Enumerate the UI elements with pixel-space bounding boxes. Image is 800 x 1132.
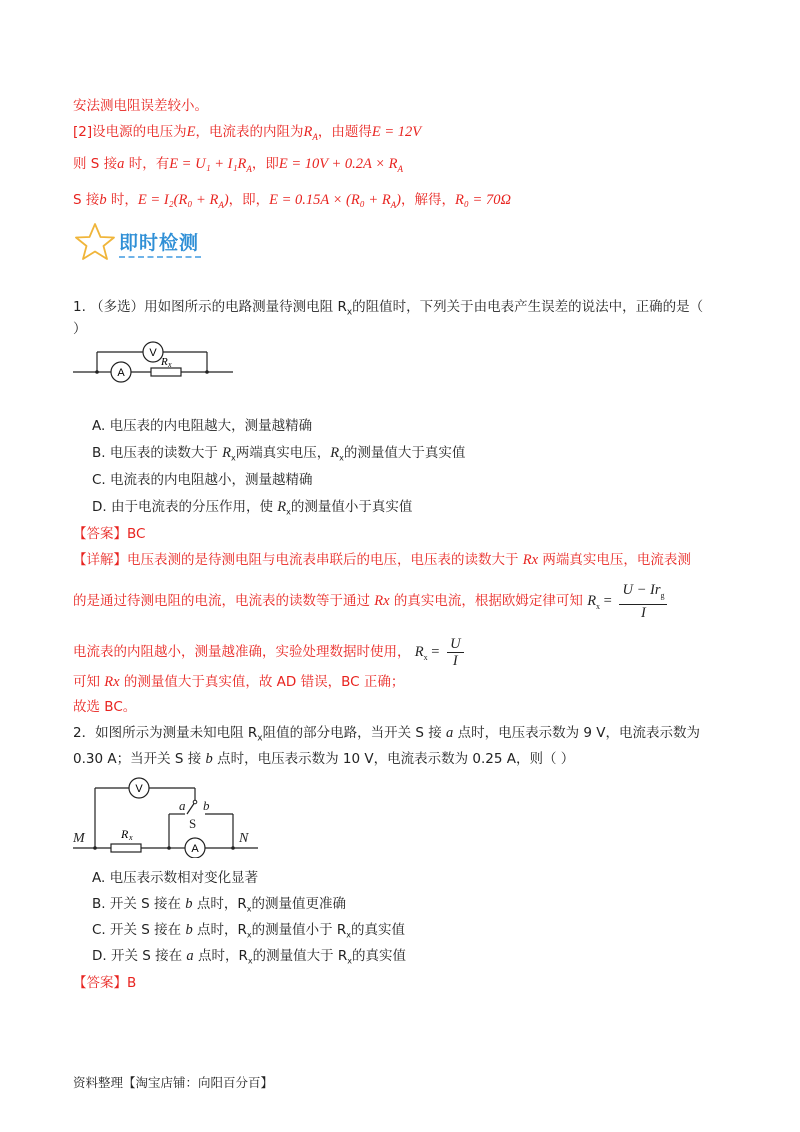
q2-circuit-diagram (73, 776, 273, 858)
voltmeter-icon (143, 342, 163, 362)
ammeter-icon (111, 362, 131, 382)
answer-line-3: 则 S 接a 时，有$E = U_1 + I_1R_A$，即$E = 10V + 0.2A \times R_A$ (73, 156, 404, 174)
contact-a-label: a (179, 798, 186, 813)
q1-stem-line-1: 1. （多选）用如图所示的电路测量待测电阻 $R_x$的阻值时，下列关于由电表产生误差的说法中，正确的是（ (73, 299, 704, 318)
q2-option-a: A. 电压表示数相对变化显著 (92, 870, 259, 886)
svg-text:x: x (168, 360, 172, 369)
terminal-n-label: N (239, 831, 249, 846)
eq-3b: $E = 10V + 0.2A \times R_A$ (278, 156, 404, 174)
q1-detail-1: 【详解】电压表测的是待测电阻与电流表串联后的电压，电压表的读数大于 Rx 两端真实电压，电流表测 (73, 552, 691, 568)
formula-rx-ohm-corrected: $R_x$ = $\frac{U - Ir_g}{I}$ (587, 593, 667, 609)
resistor-rx (111, 827, 141, 852)
section-header (73, 222, 213, 262)
section-title: 即时检测 (119, 232, 200, 254)
eq-4c: R₀ = 70Ω (455, 192, 511, 208)
q1-detail-5: 故选 BC。 (73, 699, 137, 715)
q2-option-b: B. 开关 S 接在 b 点时，$R_x$的测量值更准确 (92, 896, 346, 914)
q2-option-c: C. 开关 S 接在 b 点时，$R_x$的测量值小于 $R_x$的真实值 (92, 922, 406, 940)
q1-option-b: B. 电压表的读数大于 $R_x$两端真实电压，$R_x$的测量值大于真实值 (92, 445, 466, 463)
answer-line-1: 安法测电阻误差较小。 (73, 98, 208, 114)
star-icon (73, 222, 117, 262)
q1-option-d: D. 由于电流表的分压作用，使 $R_x$的测量值小于真实值 (92, 499, 413, 517)
q1-stem-line-2: ） (73, 321, 87, 337)
ammeter-icon (185, 838, 205, 858)
svg-text:A: A (191, 843, 199, 855)
eq-4a: $E = I_2(R_0 + R_A)$ (137, 192, 229, 210)
q1-answer: 【答案】BC (73, 526, 146, 542)
q1-detail-2: 的是通过待测电阻的电流，电流表的读数等于通过 Rx 的真实电流，根据欧姆定律可知 $R_x$ = $\frac{U - Ir_g}{I}$ (73, 582, 667, 621)
svg-text:V: V (149, 347, 157, 359)
svg-text:V: V (135, 783, 143, 795)
switch-label: S (189, 816, 197, 831)
formula-rx-ohm: $R_x$ = $\frac{U}{I}$ (415, 644, 464, 660)
svg-text:A: A (117, 367, 125, 379)
q2-stem-line-1: 2．如图所示为测量未知电阻 $R_x$阻值的部分电路，当开关 S 接 a 点时，电压表示数为 9 V，电流表示数为 (73, 725, 700, 744)
q2-option-d: D. 开关 S 接在 a 点时，$R_x$的测量值大于 $R_x$的真实值 (92, 948, 406, 966)
section-underline (119, 256, 201, 258)
eq-e-12v: E = 12V (371, 124, 422, 140)
contact-b-label: b (203, 798, 210, 813)
terminal-m-label: M (73, 831, 85, 846)
svg-text:x: x (129, 833, 133, 842)
q1-option-c: C. 电流表的内电阻越小，测量越精确 (92, 472, 313, 488)
footer-source: 资料整理【淘宝店铺：向阳百分百】 (73, 1075, 274, 1090)
q1-option-a: A. 电压表的内电阻越大，测量越精确 (92, 418, 313, 434)
answer-line-2: [2]设电源的电压为E，电流表的内阻为$R_A$，由题得E = 12V (73, 124, 422, 142)
svg-text:R: R (121, 827, 129, 841)
svg-text:R: R (161, 356, 168, 368)
eq-4b: $E = 0.15A \times (R_0 + R_A)$ (269, 192, 402, 210)
q1-detail-4: 可知 Rx 的测量值大于真实值，故 AD 错误，BC 正确； (73, 674, 405, 690)
eq-3a: $E = U_1 + I_1R_A$ (169, 156, 252, 174)
q2-answer: 【答案】B (73, 975, 137, 991)
q1-detail-3: 电流表的内阻越小，测量越准确，实验处理数据时使用， $R_x$ = $\frac{U}{I}$ (73, 636, 464, 669)
q2-stem-line-2: 0.30 A；当开关 S 接 b 点时，电压表示数为 10 V，电流表示数为 0.25 A，则（ ） (73, 751, 575, 767)
ra-symbol: $R_A$ (303, 124, 318, 142)
q1-circuit-diagram (73, 340, 243, 386)
answer-line-4: S 接b 时，$E = I_2(R_0 + R_A)$，即，$E = 0.15A \times (R_0 + R_A)$，解得，R₀ = 70Ω (73, 192, 511, 210)
voltmeter-icon (129, 778, 149, 798)
